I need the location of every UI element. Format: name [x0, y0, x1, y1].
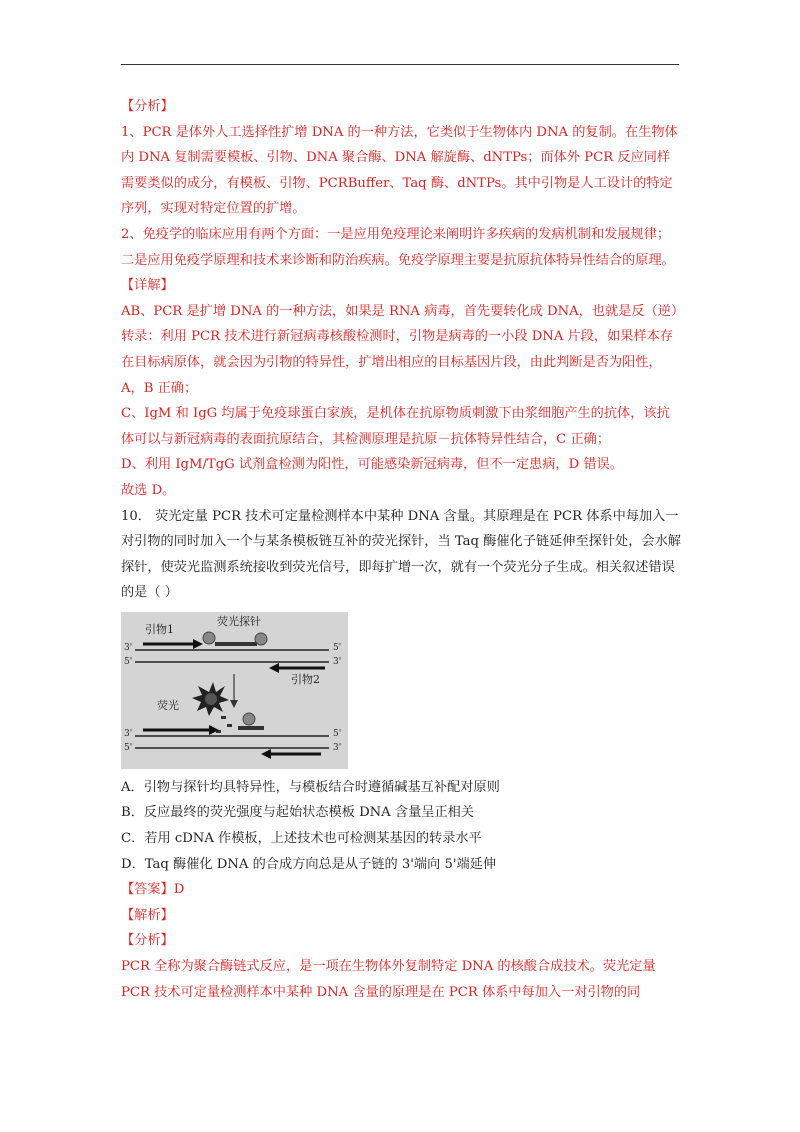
label-probe: 荧光探针: [217, 614, 261, 628]
end-label: 5': [333, 642, 342, 653]
label-primer-1: 引物1: [145, 622, 174, 636]
detail-paragraph-c: C、IgM 和 IgG 均属于免疫球蛋白家族，是机体在抗原物质刺激下由浆细胞产生的抗体，该抗体可以与新冠病毒的表面抗原结合，其检测原理是抗原－抗体特异性结合，C 正确；: [121, 406, 670, 447]
question-stem: 10． 荧光定量 PCR 技术可定量检测样本中某种 DNA 含量。其原理是在 PCR 体系中每加入一对引物的同时加入一个与某条模板链互补的荧光探针，当 Taq 酶催化子链延伸至探针处，会水解探针，使荧光监测系统接收到荧光信号，即每扩增一次，就有一个荧光分子生成。相关叙述错误的是（ ）: [121, 508, 681, 601]
end-label: 5': [333, 728, 342, 739]
end-label: 3': [124, 642, 133, 653]
option-d: D．Taq 酶催化 DNA 的合成方向总是从子链的 3'端向 5'端延伸: [121, 856, 497, 872]
option-c: C．若用 cDNA 作模板，上述技术也可检测某基因的转录水平: [121, 831, 482, 847]
explanation-tag: 【解析】: [121, 907, 174, 923]
pcr-probe-figure: [121, 612, 348, 769]
end-label: 5': [124, 742, 133, 753]
end-label: 3': [124, 728, 133, 739]
end-label: 3': [333, 742, 342, 753]
option-b: B．反应最终的荧光强度与起始状态模板 DNA 含量呈正相关: [121, 805, 475, 821]
detail-tag: 【详解】: [121, 278, 174, 294]
analysis-tag: 【分析】: [121, 99, 174, 114]
option-a: A．引物与探针均具特异性，与模板结合时遵循碱基互补配对原则: [121, 779, 500, 795]
page-content: [121, 94, 681, 1005]
analysis-paragraph-1: 1、PCR 是体外人工选择性扩增 DNA 的一种方法，它类似于生物体内 DNA 的复制。在生物体内 DNA 复制需要模板、引物、DNA 聚合酶、DNA 解旋酶、dNTPs；而体外 PCR 反应同样需要类似的成分，有模板、引物、PCRBuffer、Taq 酶、dNTPs。其中引物是人工设计的特定序列，实现对特定位置的扩增。: [121, 124, 678, 217]
detail-paragraph-ab: AB、PCR 是扩增 DNA 的一种方法，如果是 RNA 病毒，首先要转化成 DNA，也就是反（逆）转录：利用 PCR 技术进行新冠病毒核酸检测时，引物是病毒的一小段 DNA 片段，如果样本存在目标病原体，就会因为引物的特异性，扩增出相应的目标基因片段，由此判断是否为阳性，A，B 正确；: [121, 303, 678, 396]
detail-paragraph-d: D、利用 IgM/TgG 试剂盒检测为阳性，可能感染新冠病毒，但不一定患病，D 错误。: [121, 457, 623, 473]
end-label: 3': [333, 656, 342, 667]
end-label: 5': [124, 656, 133, 667]
label-primer-2: 引物2: [291, 672, 320, 686]
answer: 【答案】D: [121, 882, 185, 898]
analysis-paragraph-pcr: PCR 全称为聚合酶链式反应，是一项在生物体外复制特定 DNA 的核酸合成技术。荧光定量 PCR 技术可定量检测样本中某种 DNA 含量的原理是在 PCR 体系中每加入一对引物的同: [121, 959, 656, 1000]
analysis-tag-2: 【分析】: [121, 933, 174, 949]
detail-conclusion: 故选 D。: [121, 482, 176, 498]
top-rule: [121, 64, 679, 65]
label-fluor: 荧光: [157, 698, 179, 712]
analysis-paragraph-2: 2、免疫学的临床应用有两个方面：一是应用免疫理论来阐明许多疾病的发病机制和发展规律；二是应用免疫学原理和技术来诊断和防治疾病。免疫学原理主要是抗原抗体特异性结合的原理。: [121, 226, 675, 268]
